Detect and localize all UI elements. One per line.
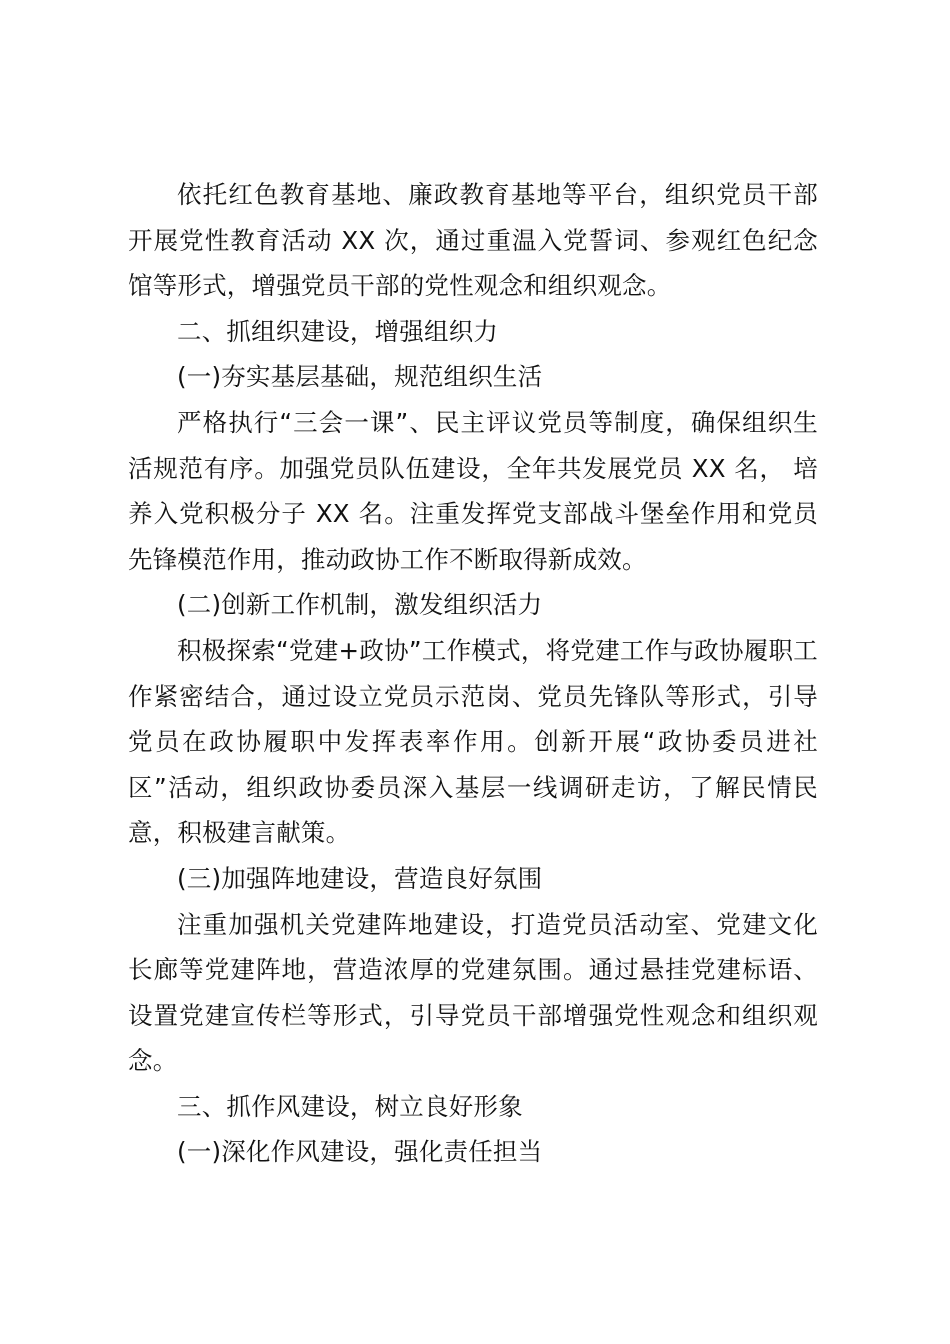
- section-heading-work-style: 三、抓作风建设，树立良好形象: [177, 1091, 523, 1121]
- document-body: [128, 172, 818, 1175]
- section-heading-organization: 二、抓组织建设，增强组织力: [177, 316, 499, 346]
- paragraph-party-cppcc-model: 积极探索“党建+政协”工作模式，将党建工作与政协履职工作紧密结合，通过设立党员示范岗、党员先锋队等形式，引导党员在政协履职中发挥表率作用。创新开展“政协委员进社区”活动，组织政协委员深入基层一线调研走访，了解民情民意，积极建言献策。: [128, 635, 818, 848]
- subheading-mechanism: (二)创新工作机制，激发组织活力: [177, 590, 543, 620]
- subheading-position-building: (三)加强阵地建设，营造良好氛围: [177, 863, 543, 893]
- paragraph-red-education: 依托红色教育基地、廉政教育基地等平台，组织党员干部开展党性教育活动 XX 次，通过重温入党誓词、参观红色纪念馆等形式，增强党员干部的党性观念和组织观念。: [128, 180, 818, 301]
- paragraph-organization-life: 严格执行“三会一课”、民主评议党员等制度，确保组织生活规范有序。加强党员队伍建设，全年共发展党员 XX 名， 培养入党积极分子 XX 名。注重发挥党支部战斗堡垒作用和党员先锋模范作用，推动政协工作不断取得新成效。: [128, 407, 818, 574]
- subheading-grassroots: (一)夯实基层基础，规范组织生活: [177, 362, 543, 392]
- paragraph-position-building: 注重加强机关党建阵地建设，打造党员活动室、党建文化长廊等党建阵地，营造浓厚的党建氛围。通过悬挂党建标语、设置党建宣传栏等形式，引导党员干部增强党性观念和组织观念。: [128, 909, 818, 1076]
- subheading-responsibility: (一)深化作风建设，强化责任担当: [177, 1137, 543, 1167]
